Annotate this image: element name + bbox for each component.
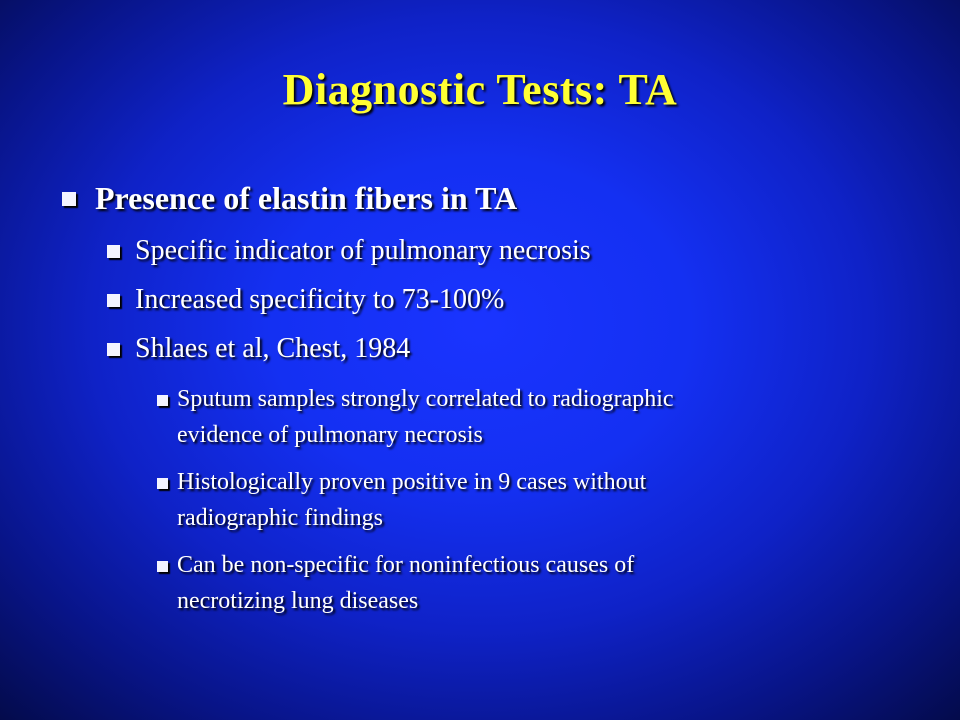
bullet-level3-line: Can be non-specific for noninfectious causes of [177,552,635,578]
square-bullet-icon [157,478,168,489]
slide-title: Diagnostic Tests: TA [282,65,678,114]
bullet-level3-line: necrotizing lung diseases [177,588,419,614]
square-bullet-icon [157,561,168,572]
bullet-level3-line: evidence of pulmonary necrosis [177,422,483,448]
square-bullet-icon [107,294,120,307]
square-bullet-icon [107,343,120,356]
square-bullet-icon [62,192,76,206]
square-bullet-icon [157,395,168,406]
bullet-level3-line: radiographic findings [177,505,383,531]
square-bullet-icon [107,245,120,258]
bullet-level2: Shlaes et al, Chest, 1984 [135,333,411,364]
bullet-level3-line: Histologically proven positive in 9 cases without [177,469,647,495]
bullet-level2: Increased specificity to 73-100% [135,284,505,315]
bullet-level1: Presence of elastin fibers in TA [95,180,518,216]
bullet-level2: Specific indicator of pulmonary necrosis [135,235,591,266]
bullet-level3-line: Sputum samples strongly correlated to radiographic [177,386,674,412]
